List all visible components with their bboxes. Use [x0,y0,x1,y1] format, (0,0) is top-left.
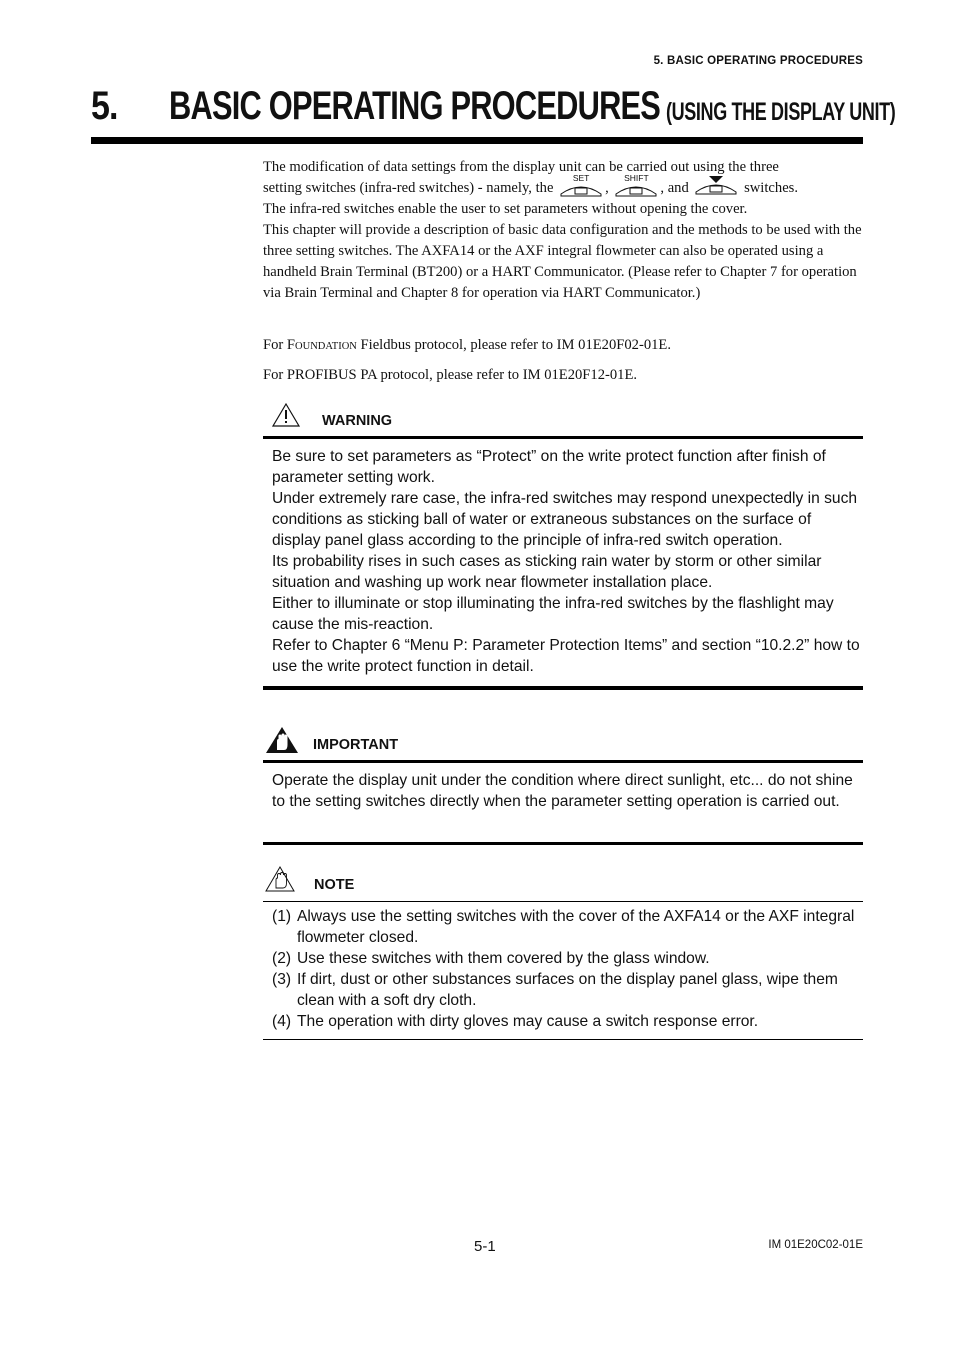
warning-paragraph-5: Refer to Chapter 6 “Menu P: Parameter Protection Items” and section “10.2.2” how to use the write protect function in detail. [272,637,860,675]
note-item-text: The operation with dirty gloves may cause a switch response error. [297,1013,759,1030]
title-rule [91,137,863,144]
intro-paragraph-2: This chapter will provide a description of basic data configuration and the methods to be used with the three setting switches. The AXFA14 or the AXF integral flowmeter can also be operated using a handheld Brain Terminal (BT200) or a HART Communicator. (Please refer to Chapter 7 for operation via Brain Terminal and Chapter 8 for operation via HART Communicator.) [263,222,862,301]
note-bottom-rule [263,1039,863,1040]
shift-switch-label: SHIFT [624,173,649,183]
warning-header [263,402,863,436]
chapter-title [91,84,896,132]
warning-triangle-icon [271,402,301,428]
switch-sep-2: , and [660,180,689,196]
warning-paragraph-4: Either to illuminate or stop illuminating the infra-red switches by the flashlight may cause the mis-reaction. [272,595,834,633]
fieldbus-reference [263,337,671,354]
chapter-subtitle: (USING THE DISPLAY UNIT) [666,98,896,126]
document-code: IM 01E20C02-01E [768,1239,863,1251]
set-switch-icon [559,173,603,197]
intro-line-2 [263,173,863,199]
running-header: 5. BASIC OPERATING PROCEDURES [653,55,863,67]
intro-line-2-start: setting switches (infra-red switches) - namely, the [263,180,554,196]
intro-line-3: The infra-red switches enable the user to set parameters without opening the cover. [263,201,748,217]
note-list [272,906,862,1032]
chapter-number: 5. [91,84,118,128]
intro-line-1: The modification of data settings from the display unit can be carried out using the three [263,159,779,175]
note-item-number: (1) [272,908,292,925]
intro-line-2-end: switches. [744,180,799,196]
intro-text [263,157,863,304]
list-item [272,906,862,948]
warning-top-rule [263,436,863,439]
important-top-rule [263,760,863,763]
important-body [272,770,862,812]
warning-paragraph-1: Be sure to set parameters as “Protect” on the write protect function after finish of parameter setting work. [272,448,826,486]
fieldbus-suffix: Fieldbus protocol, please refer to IM 01E20F02-01E. [356,337,671,353]
note-body [272,906,862,1032]
page-number: 5-1 [474,1238,496,1255]
warning-bottom-rule [263,686,863,690]
warning-label: WARNING [322,413,393,429]
important-bottom-rule [263,842,863,845]
note-top-rule [263,901,863,902]
list-item [272,1011,862,1032]
note-item-text: Use these switches with them covered by the glass window. [297,950,710,967]
note-hand-icon [265,866,295,892]
note-item-text: Always use the setting switches with the cover of the AXFA14 or the AXF integral flowmeter closed. [297,908,855,946]
down-arrow-switch-icon [694,179,738,197]
fieldbus-prefix: For F [263,337,296,353]
important-text: Operate the display unit under the condition where direct sunlight, etc... do not shine to the setting switches directly when the parameter setting operation is carried out. [272,772,853,810]
switch-sep-1: , [605,180,609,196]
note-item-number: (2) [272,950,292,967]
note-label: NOTE [314,877,355,893]
list-item [272,948,862,969]
chapter-title-text: BASIC OPERATING PROCEDURES [169,84,661,128]
set-switch-label: SET [572,173,590,183]
note-header [263,866,863,900]
note-item-number: (4) [272,1013,292,1030]
warning-body [272,446,862,677]
important-header [263,726,863,760]
list-item [272,969,862,1011]
warning-paragraph-3: Its probability rises in such cases as sticking rain water by storm or other similar situation and washing up work near flowmeter installation place. [272,553,822,591]
note-item-text: If dirt, dust or other substances surfaces on the display panel glass, wipe them clean with a soft dry cloth. [297,971,838,1009]
important-hand-icon [265,726,299,754]
important-label: IMPORTANT [313,737,399,753]
shift-switch-icon [614,173,658,197]
note-item-number: (3) [272,971,292,988]
profibus-reference: For PROFIBUS PA protocol, please refer to IM 01E20F12-01E. [263,367,638,383]
warning-paragraph-2: Under extremely rare case, the infra-red switches may respond unexpectedly in such conditions as sticking ball of water or extraneous substances on the surface of display panel glass according to the principle of infra-red switch operation. [272,490,858,549]
fieldbus-smallcaps: OUNDATION [295,341,357,352]
